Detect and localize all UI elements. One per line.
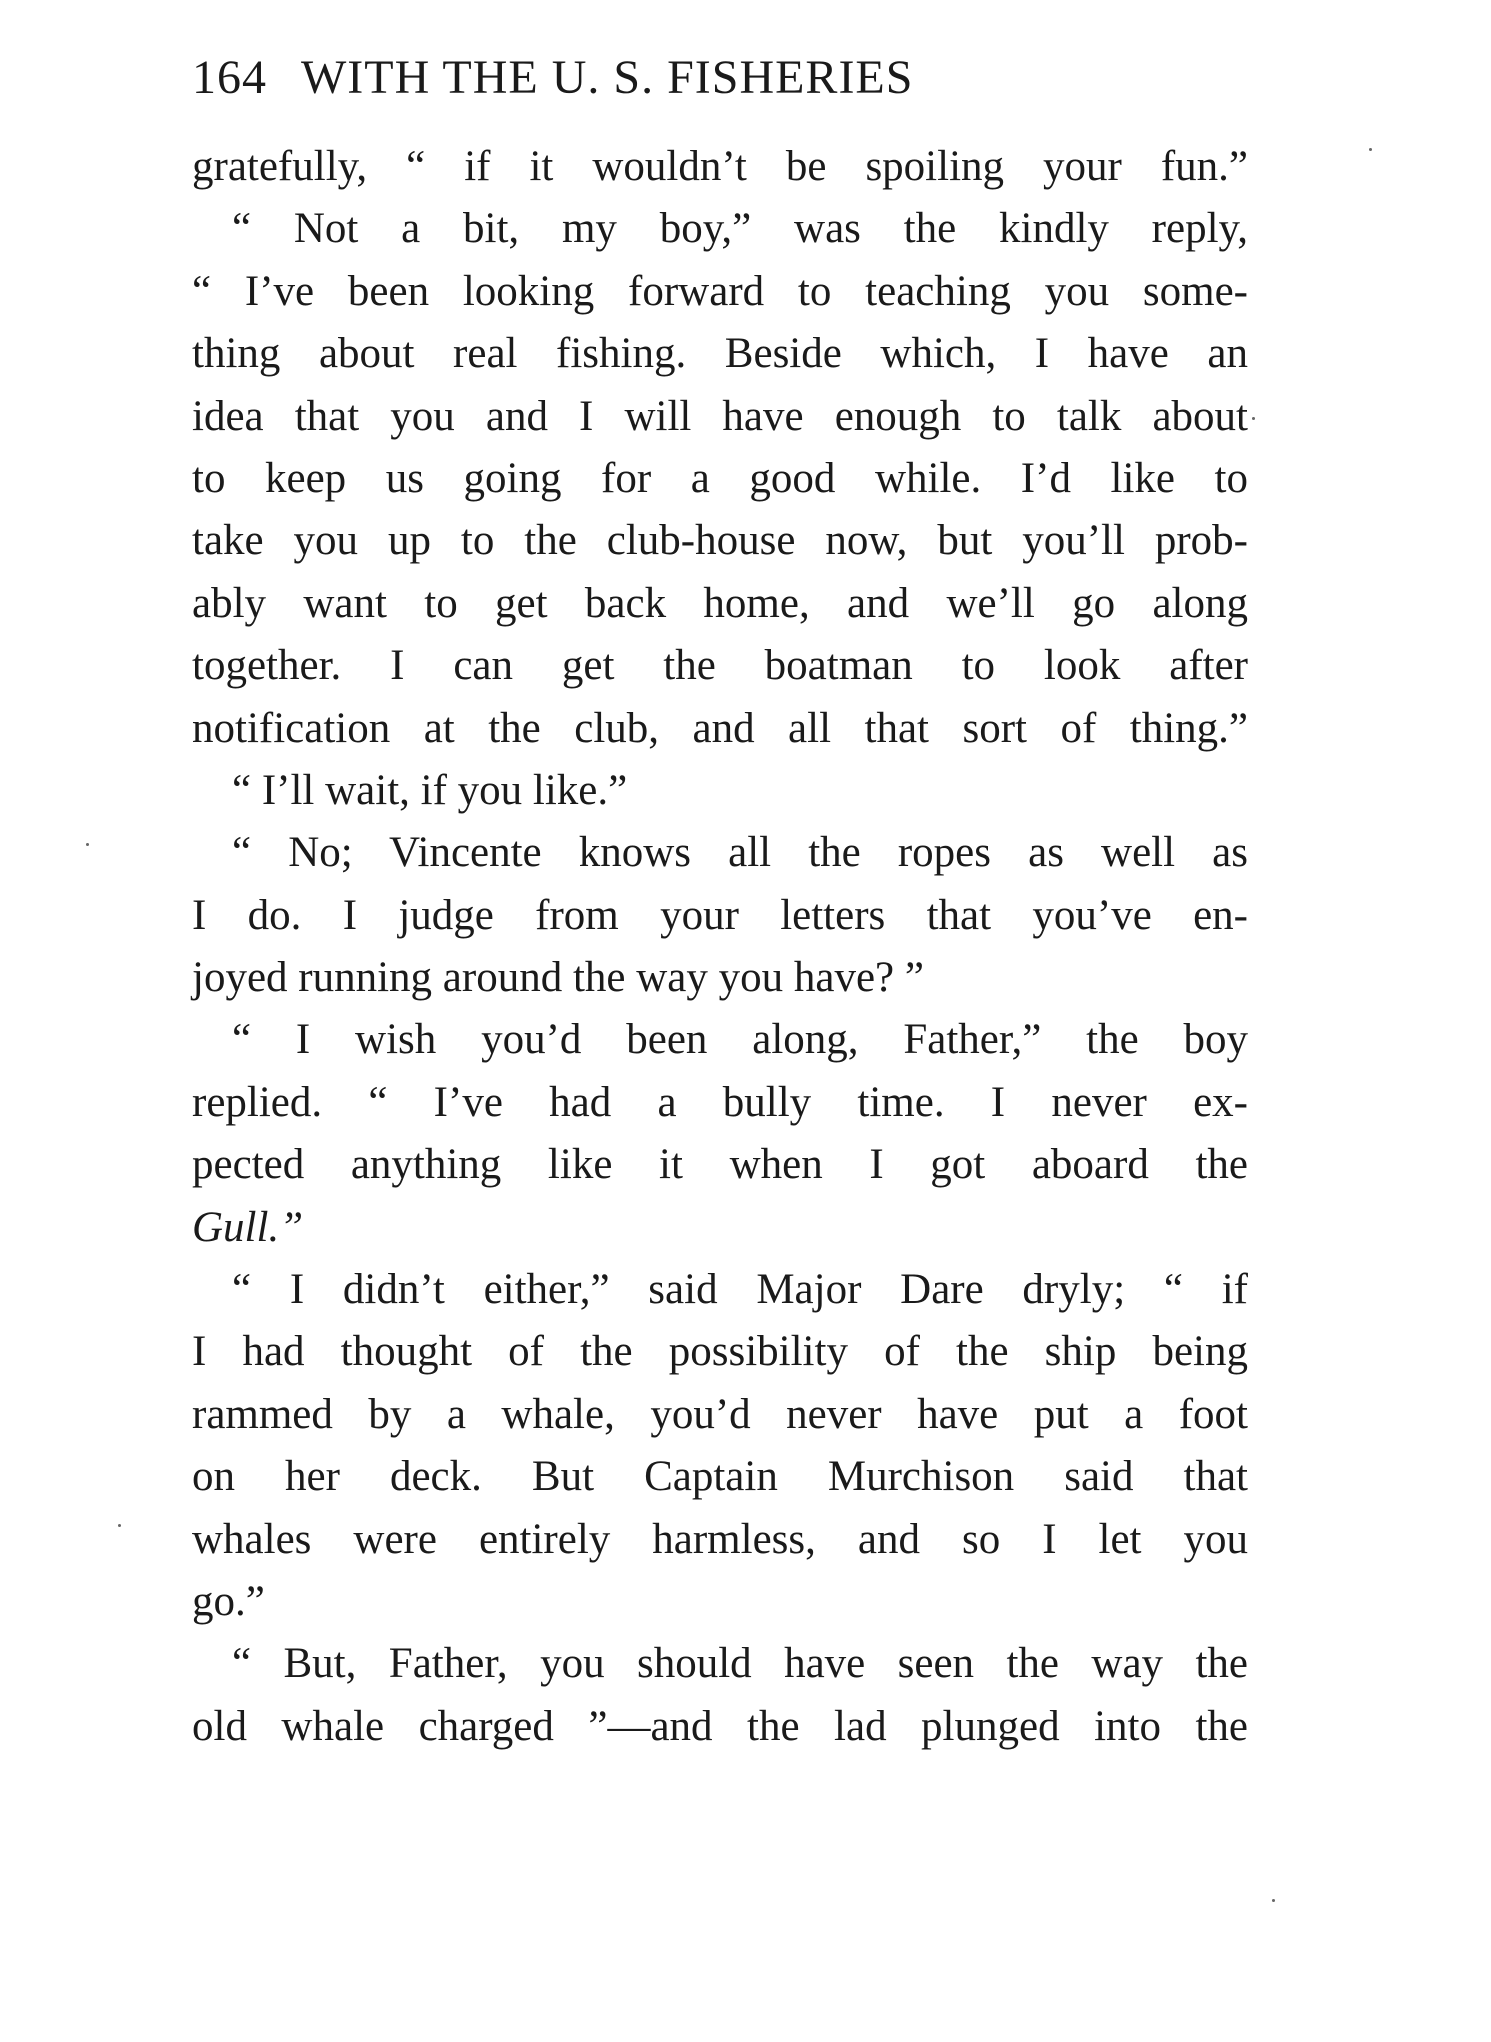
text-line: thing about real fishing. Beside which, I have an bbox=[192, 330, 1248, 378]
text-line: “ Not a bit, my boy,” was the kindly reply, bbox=[232, 205, 1248, 253]
page-number: 164 bbox=[192, 51, 267, 104]
text-line: I had thought of the possibility of the ship being bbox=[192, 1328, 1248, 1376]
text-line: notification at the club, and all that sort of thing.” bbox=[192, 704, 1248, 752]
text-line: “ But, Father, you should have seen the way the bbox=[232, 1640, 1248, 1688]
text-line: “ I’ve been looking forward to teaching you some- bbox=[192, 267, 1248, 315]
text-line bbox=[192, 1197, 1248, 1259]
text-line: gratefully, “ if it wouldn’t be spoiling your fun.” bbox=[192, 143, 1248, 190]
text-line: go.” bbox=[192, 1577, 265, 1625]
text-line: to keep us going for a good while. I’d like to bbox=[192, 454, 1248, 502]
running-header bbox=[192, 46, 913, 110]
text-line: together. I can get the boatman to look after bbox=[192, 642, 1248, 690]
text-line: I do. I judge from your letters that you’ve en- bbox=[192, 891, 1248, 939]
text-line: “ I didn’t either,” said Major Dare dryly; “ if bbox=[232, 1266, 1248, 1314]
text-line: rammed by a whale, you’d never have put a foot bbox=[192, 1390, 1248, 1438]
text-line: “ I wish you’d been along, Father,” the boy bbox=[232, 1016, 1248, 1064]
text-line: “ No; Vincente knows all the ropes as well as bbox=[232, 829, 1248, 877]
text-line: ably want to get back home, and we’ll go along bbox=[192, 579, 1248, 627]
paper-speck bbox=[1369, 148, 1372, 151]
text-line: idea that you and I will have enough to talk about bbox=[192, 392, 1248, 440]
paper-speck bbox=[118, 1524, 121, 1527]
paper-speck bbox=[1272, 1899, 1275, 1902]
text-line: joyed running around the way you have? ” bbox=[192, 954, 924, 1002]
running-title: WITH THE U. S. FISHERIES bbox=[301, 51, 914, 104]
text-line: replied. “ I’ve had a bully time. I never ex- bbox=[192, 1078, 1248, 1126]
paper-speck bbox=[86, 843, 89, 846]
text-line: pected anything like it when I got aboard the bbox=[192, 1141, 1248, 1189]
body-text bbox=[192, 136, 1248, 1758]
text-line: old whale charged ”—and the lad plunged into the bbox=[192, 1702, 1248, 1750]
ship-name-italic: Gull.” bbox=[192, 1203, 304, 1251]
paper-speck bbox=[1252, 417, 1255, 420]
text-line: whales were entirely harmless, and so I let you bbox=[192, 1515, 1248, 1563]
text-line: take you up to the club-house now, but you’ll prob- bbox=[192, 517, 1248, 565]
text-line: “ I’ll wait, if you like.” bbox=[232, 766, 628, 814]
text-line: on her deck. But Captain Murchison said that bbox=[192, 1453, 1248, 1501]
